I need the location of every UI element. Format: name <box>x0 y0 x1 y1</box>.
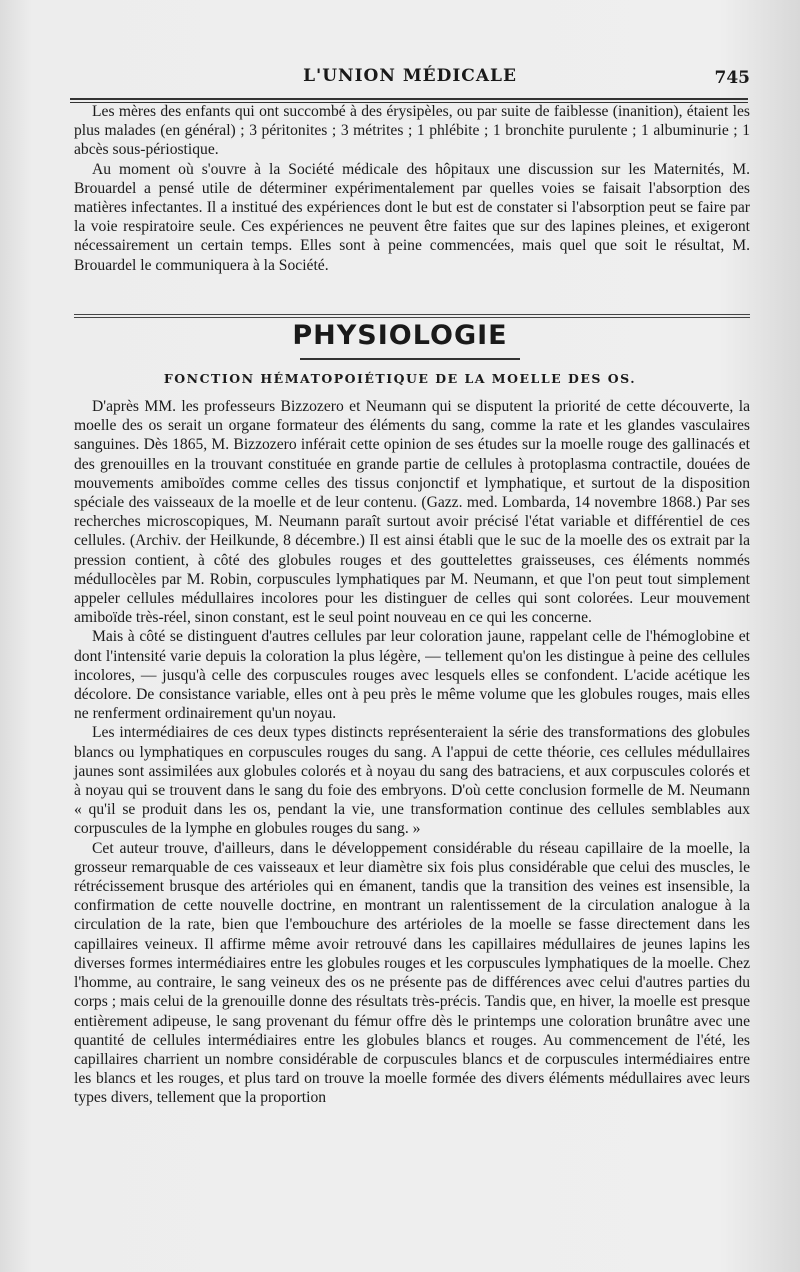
paragraph: Les mères des enfants qui ont succombé à des érysipèles, ou par suite de faiblesse (inanition), étaient les plus malades (en général) ; 3 péritonites ; 3 métrites ; 1 phlébite ; 1 bronchite purulente ; 1 albuminurie ; 1 abcès sous-périostique. <box>74 103 750 159</box>
article-body <box>74 397 750 1108</box>
title-rule <box>300 358 520 360</box>
page-number: 745 <box>714 68 750 88</box>
running-title: L'UNION MÉDICALE <box>303 66 517 86</box>
section-title: PHYSIOLOGIE <box>292 320 508 351</box>
article-subtitle: FONCTION HÉMATOPOIÉTIQUE DE LA MOELLE DES OS. <box>163 371 637 386</box>
section-rule <box>74 314 750 318</box>
paragraph: Les intermédiaires de ces deux types distincts représenteraient la série des transformations des globules blancs ou lymphatiques en corpuscules rouges du sang. A l'appui de cette théorie, ces cellules médullaires jaunes sont assimilées aux globules colorés et à noyau du sang des batraciens, et aux corpuscules colorés et à noyau qui se trouvent dans le sang du foie des embryons. D'où cette conclusion formelle de M. Neumann « qu'il se produit dans les os, pendant la vie, une transformation continue des cellules semblables aux corpuscules de la lymphe en globules rouges du sang. » <box>74 724 750 838</box>
paragraph: D'après MM. les professeurs Bizzozero et Neumann qui se disputent la priorité de cette découverte, la moelle des os serait un organe formateur des éléments du sang, comme la rate et les glandes vasculaires sanguines. Dès 1865, M. Bizzozero inférait cette opinion de ses études sur la moelle rouge des gallinacés et des grenouilles en la trouvant constituée en grande partie de cellules à protoplasma contractile, douées de mouvements amiboïdes comme celles des tissus conjonctif et lymphatique, et surtout de la disposition spéciale des vaisseaux de la moelle et de leur contenu. (Gazz. med. Lombarda, 14 novembre 1868.) Par ses recherches microscopiques, M. Neumann paraît surtout avoir précisé l'état variable et différentiel de ces cellules. (Archiv. der Heilkunde, 8 décembre.) Il est ainsi établi que le suc de la moelle des os extrait par la pression contient, à côté des globules rouges et des gouttelettes graisseuses, ces éléments nommés médullocèles par M. Robin, corpuscules lymphatiques par M. Neumann, et que l'on peut tout simplement appeler cellules médullaires incolores pour les distinguer de celles qui sont colorées. Leur mouvement amiboïde très-réel, sinon constant, est le seul point nouveau en ce qui les concerne. <box>74 398 750 627</box>
intro-text <box>74 102 750 275</box>
paragraph: Mais à côté se distinguent d'autres cellules par leur coloration jaune, rappelant celle de l'hémoglobine et dont l'intensité varie depuis la coloration la plus légère, — tellement qu'on les distingue à peine des cellules incolores, — jusqu'à celle des corpuscules rouges avec lesquels elles se confondent. L'acide acétique les décolore. De consistance variable, elles ont à peu près le même volume que les globules rouges, mais elles ne renferment ordinairement qu'un noyau. <box>74 628 750 723</box>
paragraph: Cet auteur trouve, d'ailleurs, dans le développement considérable du réseau capillaire de la moelle, la grosseur remarquable de ces vaisseaux et leur diamètre six fois plus considérable que celui des muscles, le rétrécissement brusque des artérioles qui en émanent, tandis que la transition des veines est insensible, la confirmation de cette nouvelle doctrine, en montrant un ralentissement de la circulation analogue à la circulation de la rate, bien que l'embouchure des artérioles de la moelle se fasse directement dans les capillaires veineux. Il affirme même avoir retrouvé dans les capillaires médullaires de jeunes lapins les diverses formes intermédiaires entre les globules rouges et les corpuscules lymphatiques de la moelle. Chez l'homme, au contraire, le sang veineux des os ne présente pas de différences avec celui d'autres parties du corps ; mais celui de la grenouille donne des résultats très-précis. Tandis que, en hiver, la moelle est presque entièrement adipeuse, le sang provenant du fémur offre dès le printemps une coloration brunâtre avec une quantité de cellules intermédiaires entre les globules blancs et rouges. Au commencement de l'été, les capillaires charrient un nombre considérable de corpuscules blancs et de corpuscules intermédiaires entre les blancs et les rouges, et plus tard on trouve la moelle formée des divers éléments médullaires avec leurs types divers, tellement que la proportion <box>74 839 750 1107</box>
page-header <box>70 66 750 96</box>
paragraph: Au moment où s'ouvre à la Société médicale des hôpitaux une discussion sur les Maternités, M. Brouardel a pensé utile de déterminer expérimentalement par quelles voies se faisait l'absorption des matières infectantes. Il a institué des expériences dont le but est de constater si l'absorption peut se faire par la voie respiratoire seule. Ces expériences ne peuvent être faites que sur des lapines pleines, et exigeront nécessairement un certain temps. Elles sont à peine commencées, mais quel que soit le résultat, M. Brouardel le communiquera à la Société. <box>74 160 750 274</box>
